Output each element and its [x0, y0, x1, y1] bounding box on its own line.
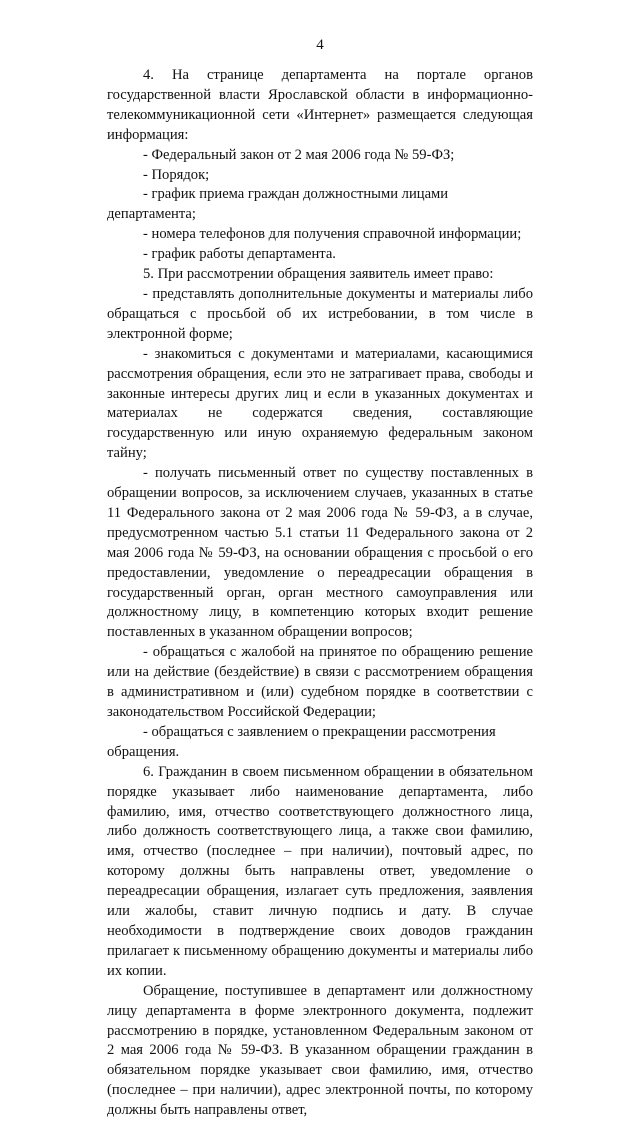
page-number: 4	[316, 37, 324, 53]
paragraph-5-rights: 5. При рассмотрении обращения заявитель имеет право:	[143, 266, 494, 283]
list-item-procedure: - Порядок;	[143, 166, 210, 183]
right-receive-answer: - получать письменный ответ по существу поставленных в обращении вопросов, за исключением случаев, указанных в статье 11 Федерального закона от 2 мая 2006 года № 59-ФЗ, а в случае, предусмотренном частью 5.1 статьи 11 Федерального закона от 2 мая 2006 года № 59-ФЗ, на основании обращения с просьбой о его предоставлении, уведомление о переадресации обращения в государственный орган, орган местного самоуправления или должностному лицу, в компетенцию которых входит решение поставленных в указанном обращении вопросов;	[107, 465, 533, 641]
paragraph-electronic-request: Обращение, поступившее в департамент или должностному лицу департамента в форме электронного документа, подлежит рассмотрению в порядке, установленном Федеральным законом от 2 мая 2006 года № 59-ФЗ. В указанном обращении гражданин в обязательном порядке указывает свои фамилию, имя, отчество (последнее – при наличии), адрес электронной почты, по которому должны быть направлены ответ,	[107, 982, 533, 1119]
list-item-phone-numbers: - номера телефонов для получения справочной информации;	[143, 226, 522, 243]
list-item-federal-law: - Федеральный закон от 2 мая 2006 года № 59-ФЗ;	[143, 146, 455, 163]
right-review-documents: - знакомиться с документами и материалами, касающимися рассмотрения обращения, если это не затрагивает права, свободы и законные интересы других лиц и если в указанных документах и материалах не содержатся сведения, составляющие государственную или иную охраняемую федеральным законом тайну;	[107, 345, 533, 462]
right-terminate-review: - обращаться с заявлением о прекращении рассмотрения обращения.	[107, 723, 496, 760]
paragraph-4-site-info: 4. На странице департамента на портале органов государственной власти Ярославской области в информационно-телекоммуникационной сети «Интернет» размещается следующая информация:	[107, 67, 533, 143]
right-appeal: - обращаться с жалобой на принятое по обращению решение или на действие (бездействие) в связи с рассмотрением обращения в административном и (или) судебном порядке в соответствии с законодательством Российской Федерации;	[107, 644, 533, 720]
right-submit-documents: - представлять дополнительные документы и материалы либо обращаться с просьбой об их истребовании, в том числе в электронной форме;	[107, 285, 533, 342]
paragraph-6-written-request: 6. Гражданин в своем письменном обращении в обязательном порядке указывает либо наименование департамента, либо фамилию, имя, отчество соответствующего должностного лица, либо должность соответствующего лица, а также свои фамилию, имя, отчество (последнее – при наличии), почтовый адрес, по которому должны быть направлены ответ, уведомление о переадресации обращения, излагает суть предложения, заявления или жалобы, ставит личную подпись и дату. В случае необходимости в подтверждение своих доводов гражданин прилагает к письменному обращению документы и материалы либо их копии.	[107, 763, 533, 979]
list-item-work-schedule: - график работы департамента.	[143, 246, 336, 263]
list-item-reception-schedule: - график приема граждан должностными лицами департамента;	[107, 186, 449, 223]
document-body	[107, 66, 533, 1121]
